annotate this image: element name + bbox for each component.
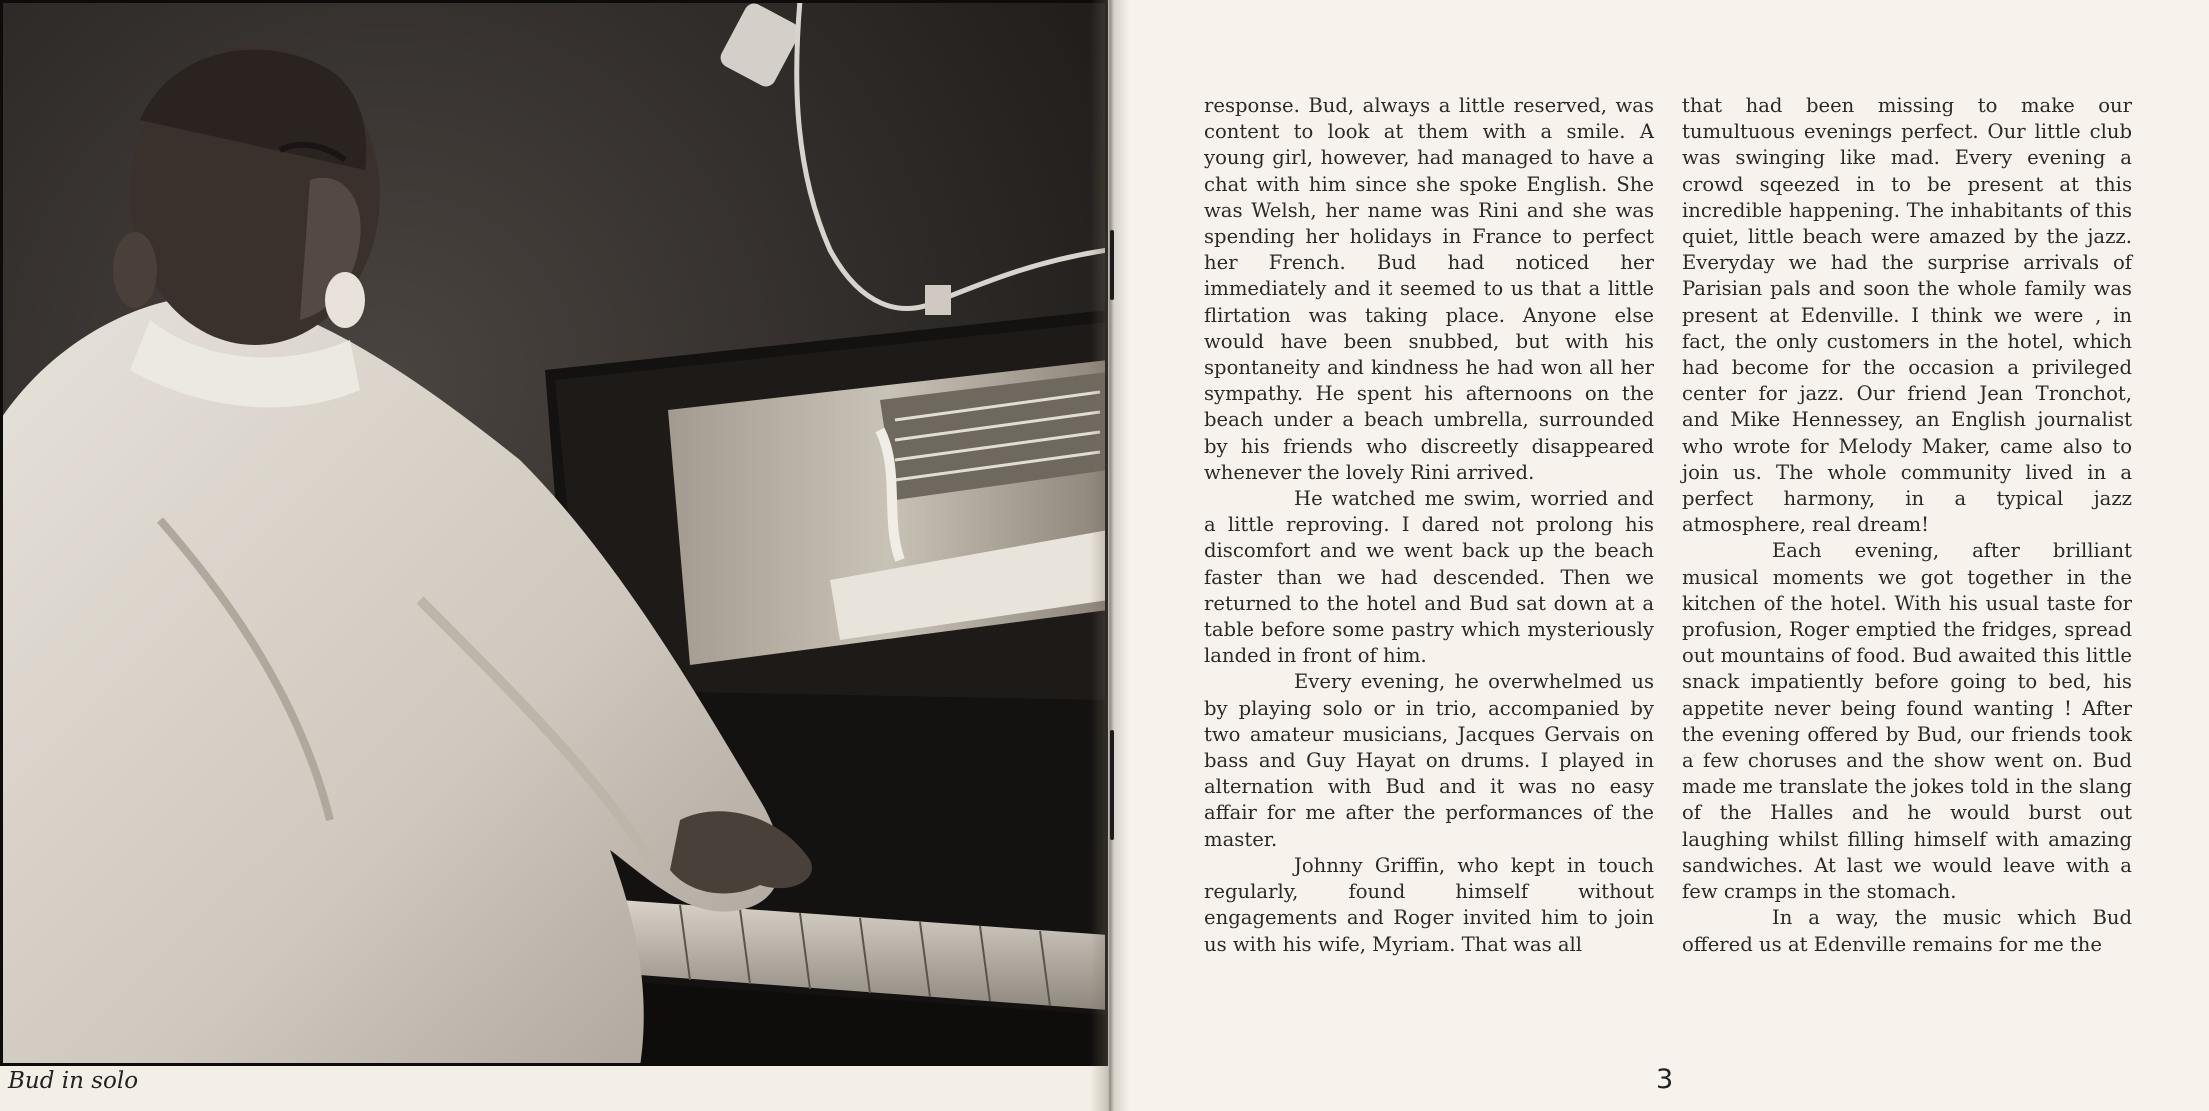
binding-mark xyxy=(1110,230,1114,300)
page-gutter xyxy=(1090,0,1130,1111)
piano-player-photo xyxy=(0,0,1108,1066)
binding-mark xyxy=(1110,730,1114,840)
paragraph: He watched me swim, worried and a little reproving. I dared not prolong his discomfort and we went back up the beach faster than we had descended. Then we returned to the hotel and Bud sat down at a table before some pastry which mysteriously landed in front of him. xyxy=(1204,487,1654,668)
paragraph: Every evening, he overwhelmed us by playing solo or in trio, accompanied by two amateur musicians, Jacques Gervais on bass and Guy Hayat on drums. I played in alternation with Bud and it was no easy affair for me after the performances of the master. xyxy=(1204,670,1654,851)
paragraph: response. Bud, always a little reserved, was content to look at them with a smile. A young girl, however, had managed to have a chat with him since she spoke English. She was Welsh, her name was Rini and she was spending her holidays in France to perfect her French. Bud had noticed her immediately and it seemed to us that a little flirtation was taking place. Anyone else would have been snubbed, but with his spontaneity and kindness he had won all her sympathy. He spent his afternoons on the beach under a beach umbrella, surrounded by his friends who discreetly disappeared whenever the lovely Rini arrived. xyxy=(1204,94,1654,484)
photo-caption: Bud in solo xyxy=(8,1068,139,1094)
paragraph: In a way, the music which Bud offered us at Edenville remains for me the xyxy=(1682,906,2132,956)
page-number: 3 xyxy=(1656,1064,1674,1095)
paragraph: Johnny Griffin, who kept in touch regularly, found himself without engagements and Roger invited him to join us with his wife, Myriam. That was all xyxy=(1204,853,1654,956)
paragraph: that had been missing to make our tumultuous evenings perfect. Our little club was swinging like mad. Every evening a crowd sqeezed in to be present at this incredible happening. The inhabitants of this quiet, little beach were amazed by the jazz. Everyday we had the surprise arrivals of Parisian pals and soon the whole family was present at Edenville. I think we were , in fact, the only customers in the hotel, which had become for the occasion a privileged center for jazz. Our friend Jean Tronchot, and Mike Hennessey, an English journalist who wrote for Melody Maker, came also to join us. The whole community lived in a perfect harmony, in a typical jazz atmosphere, real dream! xyxy=(1682,94,2132,537)
text-column-left xyxy=(1204,93,1654,958)
text-column-right xyxy=(1682,93,2132,958)
paragraph: Each evening, after brilliant musical moments we got together in the kitchen of the hotel. With his usual taste for profusion, Roger emptied the fridges, spread out mountains of food. Bud awaited this little snack impatiently before going to bed, his appetite never being found wanting ! After the evening offered by Bud, our friends took a few choruses and the show went on. Bud made me translate the jokes told in the slang of the Halles and he would burst out laughing whilst filling himself with amazing sandwiches. At last we would leave with a few cramps in the stomach. xyxy=(1682,539,2132,904)
